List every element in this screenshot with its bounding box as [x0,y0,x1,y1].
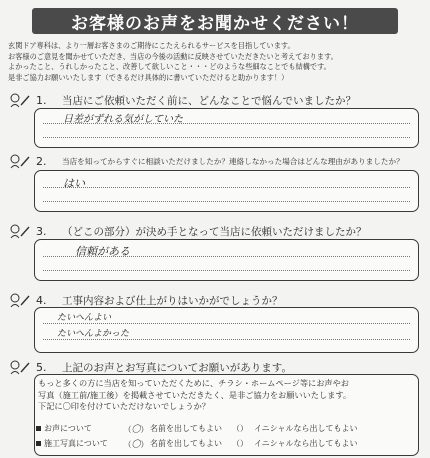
question-number: 2. [36,154,47,168]
intro-line: お客様のご意見を聞かせていただき、当店の今後の活動に反映させていただきたいと考えております。 [8,51,338,61]
question-3 [8,223,423,239]
intro-line: 是非ご協力お願いいたします（できるだけ具体的に書いていただけると助かります！） [8,72,289,82]
ruled-line [43,137,410,138]
consent-label: 施工写真について [36,438,122,449]
consent-row-voice [36,421,420,435]
consent-initial-checkbox[interactable]: （） [232,423,248,433]
writing-person-icon [8,223,32,239]
ruled-line [43,339,410,340]
handwritten-answer: 日差がずれる気がしていた [63,114,183,125]
writing-person-icon [8,92,32,108]
question-number: 5. [36,360,47,374]
consent-label: お声について [36,423,122,434]
answer-box-3 [34,239,419,281]
handwritten-answer: はい [63,177,85,190]
note-line: 写真（施工前/施工後）を掲載させていただきたく、是非ご協力をお願いいたします。 [38,389,352,400]
question-4 [8,292,423,308]
ruled-line [43,187,410,188]
note-line: もっと多くの方に当店を知っていただくために、チラシ・ホームページ等にお声やお [38,378,349,388]
question-text: 当店を知ってからすぐに相談いただけましたか？連絡しなかった場合はどんな理由がありましたか？ [62,156,404,166]
question-5 [8,359,423,375]
question-number: 3. [36,224,47,238]
intro-text [8,41,423,83]
question-number: 1. [36,93,47,107]
square-bullet-icon [36,441,41,446]
question-number: 4. [36,293,47,307]
question-text: （どこの部分）が決め手となって当店に依頼いただけましたか？ [62,225,367,238]
question-2 [8,153,423,169]
banner-title: お客様のお声をお聞かせください！ [71,13,359,34]
answer-box-2 [34,170,419,212]
note-line: 下記に〇印を付けていただけないでしょうか？ [38,401,210,411]
question-text: 当店にご依頼いただく前に、どんなことで悩んでいましたか？ [62,94,356,107]
consent-name-checkbox[interactable]: （〇） [123,439,149,450]
consent-name-label: 名前を出してもよい [150,423,222,433]
question-text: 上記のお声とお写真についてお願いがあります。 [62,361,292,374]
writing-person-icon [8,359,32,375]
intro-line: 玄関ドア専科は、より一層お客さまのご期待にこたえられるサービスを目指しています。 [8,41,295,50]
consent-name-checkbox[interactable]: （〇） [123,424,149,435]
consent-request-text [38,378,418,413]
consent-initial-label: イニシャルなら出してもよい [254,438,358,448]
consent-initial-checkbox[interactable]: （） [232,438,248,448]
page-banner [32,8,398,34]
consent-initial-label: イニシャルなら出してもよい [254,423,358,433]
ruled-line [43,201,410,202]
intro-line: よかったこと、うれしかったこと、改善して欲しいこと・・・どのような些細なことでも結構です。 [8,62,331,71]
handwritten-answer: 信頼がある [75,245,130,258]
consent-name-label: 名前を出してもよい [150,438,222,448]
ruled-line [43,323,410,324]
handwritten-answer: たいへんよい [57,313,112,323]
question-1 [8,92,423,108]
consent-row-photo [36,436,420,450]
square-bullet-icon [36,426,41,431]
question-text: 工事内容および仕上がりはいかがでしょうか？ [62,294,283,307]
ruled-line [43,270,410,271]
handwritten-answer: たいへんよかった [57,329,130,339]
writing-person-icon [8,292,32,308]
answer-box-1 [34,108,419,148]
writing-person-icon [8,153,32,169]
answer-box-4 [34,307,419,353]
